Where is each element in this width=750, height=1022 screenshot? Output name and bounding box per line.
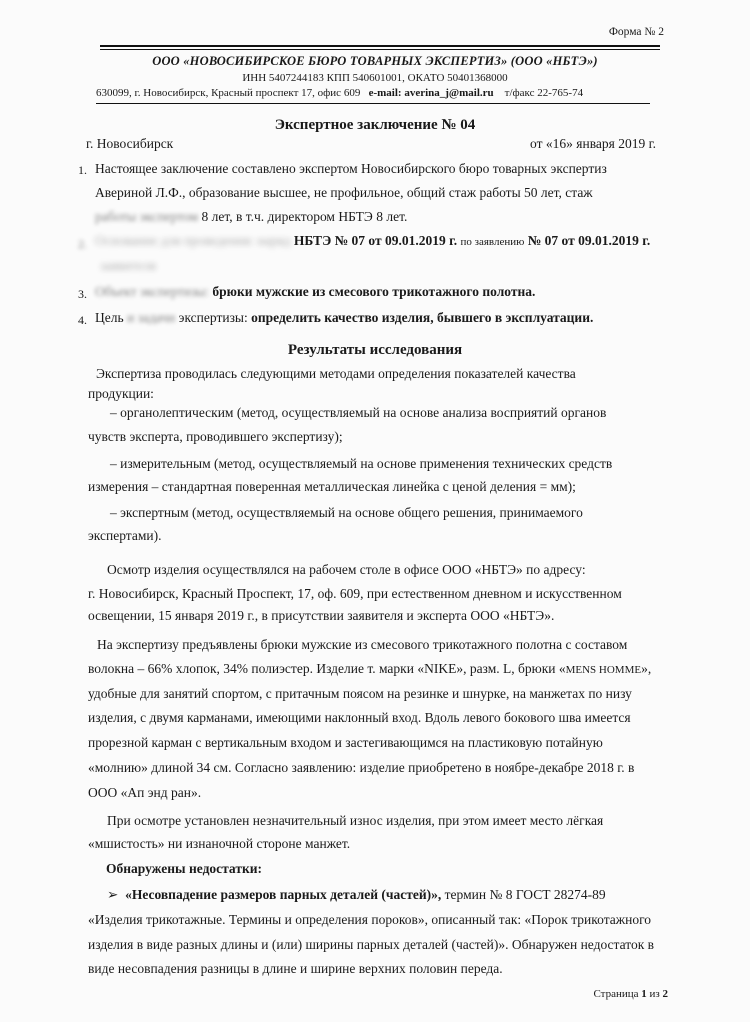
defects-title: Обнаружены недостатки: — [106, 861, 263, 876]
item1-line3-text: 8 лет, в т.ч. директором НБТЭ 8 лет. — [201, 209, 408, 224]
redacted-text: Основание для проведения: наряд — [95, 233, 291, 248]
section-title: Результаты исследования — [287, 342, 463, 358]
item4-line — [95, 310, 593, 326]
item-number: 2. — [78, 237, 87, 251]
method3-line1: – экспертным (метод, осуществляемый на основе общего решения, принимаемого — [110, 505, 583, 520]
defect1-standard: термин № 8 ГОСТ 28274-89 — [441, 887, 606, 902]
page-label: Страница — [593, 988, 639, 1000]
email: averina_j@mail.ru — [404, 87, 494, 99]
address-rule — [96, 103, 650, 104]
defect1-line4: виде несовпадения разницы в длине и ширине верхних половин переда. — [88, 961, 503, 976]
page-total: 2 — [662, 988, 668, 1000]
description-line4: изделия, с двумя карманами, имеющими наклонный вход. Вдоль левого бокового шва имеется — [88, 710, 631, 725]
method1-line1: – органолептическим (метод, осуществляемый на основе анализа восприятий органов — [110, 405, 607, 420]
item-number: 3. — [78, 287, 87, 301]
description-line2 — [88, 661, 651, 677]
item4-text2: экспертизы: — [178, 310, 248, 325]
description-line5: прорезной карман с вертикальным входом и застегивающимся на пластиковую потайную — [88, 735, 603, 750]
org-ids: ИНН 5407244183 КПП 540601001, ОКАТО 50401368000 — [242, 72, 508, 84]
method1-line2: чувств эксперта, проводившего экспертизу); — [88, 429, 343, 444]
item-number: 4. — [78, 313, 87, 327]
defect1-line3: изделия в виде разных длины и (или) ширины парных деталей (частей)». Обнаружен недостаток в — [88, 937, 655, 952]
description-line2-c: », — [641, 661, 652, 676]
description-line7: ООО «Ап энд ран». — [88, 785, 202, 800]
redacted-text: работы экспертом — [95, 209, 199, 224]
item4-goal: определить качество изделия, бывшего в эксплуатации. — [251, 310, 594, 325]
header-rule-thin — [100, 49, 660, 50]
methods-intro-line2: продукции: — [88, 386, 154, 401]
defect1-term: «Несовпадение размеров парных деталей (частей)», — [125, 887, 442, 902]
defect1-line1 — [107, 887, 606, 903]
inspection-line1: Осмотр изделия осуществлялся на рабочем столе в офисе ООО «НБТЭ» по адресу: — [107, 562, 586, 577]
methods-intro-line1: Экспертиза проводилась следующими методами определения показателей качества — [96, 366, 576, 381]
form-number: Форма № 2 — [608, 26, 664, 38]
description-line3: удобные для занятий спортом, с притачным поясом на резинке и шнурке, на манжетах по низу — [88, 686, 632, 701]
wear-line1: При осмотре установлен незначительный износ изделия, при этом имеет место лёгкая — [107, 813, 604, 828]
item2-by-application: по заявлению — [460, 236, 525, 248]
item2-order: НБТЭ № 07 от 09.01.2019 г. — [293, 233, 458, 248]
item2-line1 — [95, 233, 650, 249]
wear-line2: «мшистость» ни изнаночной стороне манжет. — [88, 836, 351, 851]
page-indicator — [593, 988, 668, 1000]
redacted-text: заявителя — [100, 258, 156, 273]
brand-label: MENS HOMME — [565, 664, 642, 676]
doc-date: от «16» января 2019 г. — [530, 136, 656, 151]
phone: т/факс 22-765-74 — [504, 87, 584, 99]
item3-object: брюки мужские из смесового трикотажного полотна. — [212, 284, 536, 299]
inspection-line2: г. Новосибирск, Красный Проспект, 17, оф. 609, при естественном дневном и искусственном — [88, 586, 622, 601]
method3-line2: экспертами). — [88, 528, 162, 543]
item4-text: Цель — [95, 310, 124, 325]
email-label: e-mail: — [368, 87, 402, 99]
redacted-text: и задачи — [127, 310, 176, 325]
inspection-line3: освещении, 15 января 2019 г., в присутствии заявителя и эксперта ООО «НБТЭ». — [88, 608, 555, 623]
item1-line2: Авериной Л.Ф., образование высшее, не профильное, общий стаж работы 50 лет, стаж — [95, 185, 593, 200]
item-number: 1. — [78, 163, 87, 177]
description-line2-a: волокна – 66% хлопок, 34% полиэстер. Изделие т. марки «NIKE», разм. L, брюки « — [88, 661, 566, 676]
item2-application: № 07 от 09.01.2019 г. — [527, 233, 651, 248]
method2-line2: измерения – стандартная поверенная металлическая линейка с ценой деления = мм); — [88, 479, 576, 494]
item1-line3 — [95, 209, 407, 225]
page-number: 1 — [641, 988, 647, 1000]
org-name: ООО «НОВОСИБИРСКОЕ БЮРО ТОВАРНЫХ ЭКСПЕРТИЗ» (ООО «НБТЭ») — [152, 54, 598, 68]
defect1-line2: «Изделия трикотажные. Термины и определения пороков», описанный так: «Порок трикотажного — [88, 912, 652, 927]
method2-line1: – измерительным (метод, осуществляемый на основе применения технических средств — [110, 456, 613, 471]
description-line1: На экспертизу предъявлены брюки мужские из смесового трикотажного полотна с составом — [97, 637, 628, 652]
description-line6: «молнию» длиной 34 см. Согласно заявлению: изделие приобретено в ноябре-декабре 2018 г. в — [88, 760, 635, 775]
doc-city: г. Новосибирск — [86, 136, 174, 151]
page-of: из — [649, 988, 660, 1000]
header-rule — [100, 45, 660, 47]
redacted-text: Объект экспертизы: — [95, 284, 209, 299]
arrow-bullet-icon: ➢ — [107, 887, 119, 902]
item1-line1: Настоящее заключение составлено экспертом Новосибирского бюро товарных экспертиз — [95, 161, 607, 176]
page-title: Экспертное заключение № 04 — [274, 117, 476, 133]
item3-line — [95, 284, 535, 300]
org-address-line — [96, 87, 583, 99]
org-address: 630099, г. Новосибирск, Красный проспект 17, офис 609 — [96, 87, 361, 99]
